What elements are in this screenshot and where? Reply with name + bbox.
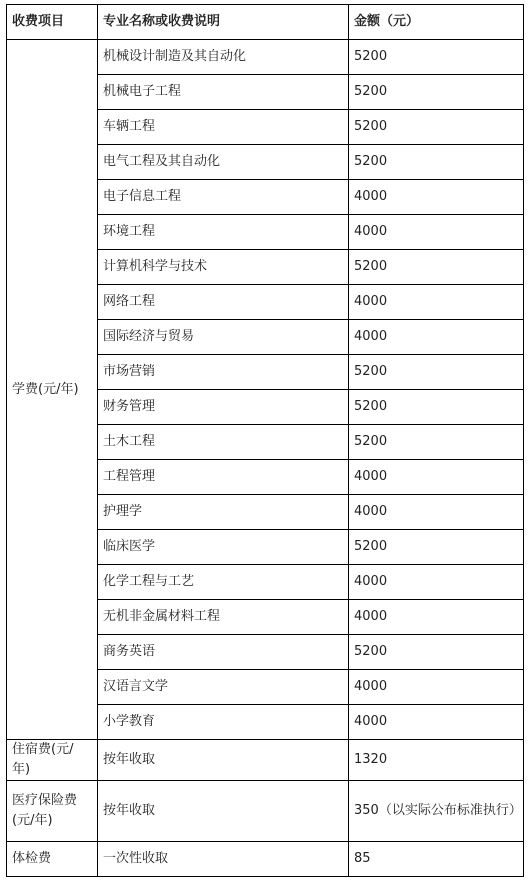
major-cell: 商务英语 [98, 635, 349, 670]
fee-item-cell: 体检费 [7, 842, 98, 877]
table-row [7, 40, 524, 75]
table-header [7, 5, 524, 40]
major-cell: 环境工程 [98, 215, 349, 250]
major-cell: 化学工程与工艺 [98, 565, 349, 600]
amount-cell: 4000 [349, 705, 524, 740]
major-cell: 无机非金属材料工程 [98, 600, 349, 635]
amount-cell: 5200 [349, 530, 524, 565]
amount-cell: 5200 [349, 145, 524, 180]
header-amount: 金额（元） [349, 5, 524, 40]
amount-cell: 4000 [349, 215, 524, 250]
amount-cell: 4000 [349, 320, 524, 355]
table-row [7, 842, 524, 877]
fee-item-cell: 学费(元/年) [7, 40, 98, 740]
description-cell: 一次性收取 [98, 842, 349, 877]
fee-item-cell: 医疗保险费(元/年) [7, 781, 98, 842]
amount-cell: 4000 [349, 600, 524, 635]
amount-cell: 4000 [349, 460, 524, 495]
amount-cell: 4000 [349, 180, 524, 215]
major-cell: 临床医学 [98, 530, 349, 565]
amount-cell: 5200 [349, 75, 524, 110]
major-cell: 土木工程 [98, 425, 349, 460]
fee-item-cell: 住宿费(元/年) [7, 740, 98, 781]
amount-cell: 5200 [349, 250, 524, 285]
major-cell: 汉语言文学 [98, 670, 349, 705]
major-cell: 网络工程 [98, 285, 349, 320]
major-cell: 工程管理 [98, 460, 349, 495]
description-cell: 按年收取 [98, 740, 349, 781]
major-cell: 国际经济与贸易 [98, 320, 349, 355]
amount-cell: 5200 [349, 635, 524, 670]
major-cell: 机械电子工程 [98, 75, 349, 110]
table-body [7, 40, 524, 877]
amount-cell: 4000 [349, 285, 524, 320]
header-fee-item: 收费项目 [7, 5, 98, 40]
amount-cell: 4000 [349, 670, 524, 705]
major-cell: 车辆工程 [98, 110, 349, 145]
amount-cell: 5200 [349, 425, 524, 460]
amount-cell: 5200 [349, 355, 524, 390]
amount-cell: 5200 [349, 110, 524, 145]
major-cell: 小学教育 [98, 705, 349, 740]
major-cell: 计算机科学与技术 [98, 250, 349, 285]
amount-cell: 5200 [349, 40, 524, 75]
description-cell: 按年收取 [98, 781, 349, 842]
major-cell: 电气工程及其自动化 [98, 145, 349, 180]
table-row [7, 740, 524, 781]
major-cell: 市场营销 [98, 355, 349, 390]
amount-cell: 4000 [349, 565, 524, 600]
amount-cell: 4000 [349, 495, 524, 530]
fee-table [6, 4, 524, 877]
major-cell: 机械设计制造及其自动化 [98, 40, 349, 75]
amount-cell: 350（以实际公布标准执行） [349, 781, 524, 842]
amount-cell: 85 [349, 842, 524, 877]
major-cell: 护理学 [98, 495, 349, 530]
major-cell: 电子信息工程 [98, 180, 349, 215]
table-row [7, 781, 524, 842]
header-row [7, 5, 524, 40]
major-cell: 财务管理 [98, 390, 349, 425]
header-major-or-description: 专业名称或收费说明 [98, 5, 349, 40]
amount-cell: 5200 [349, 390, 524, 425]
amount-cell: 1320 [349, 740, 524, 781]
